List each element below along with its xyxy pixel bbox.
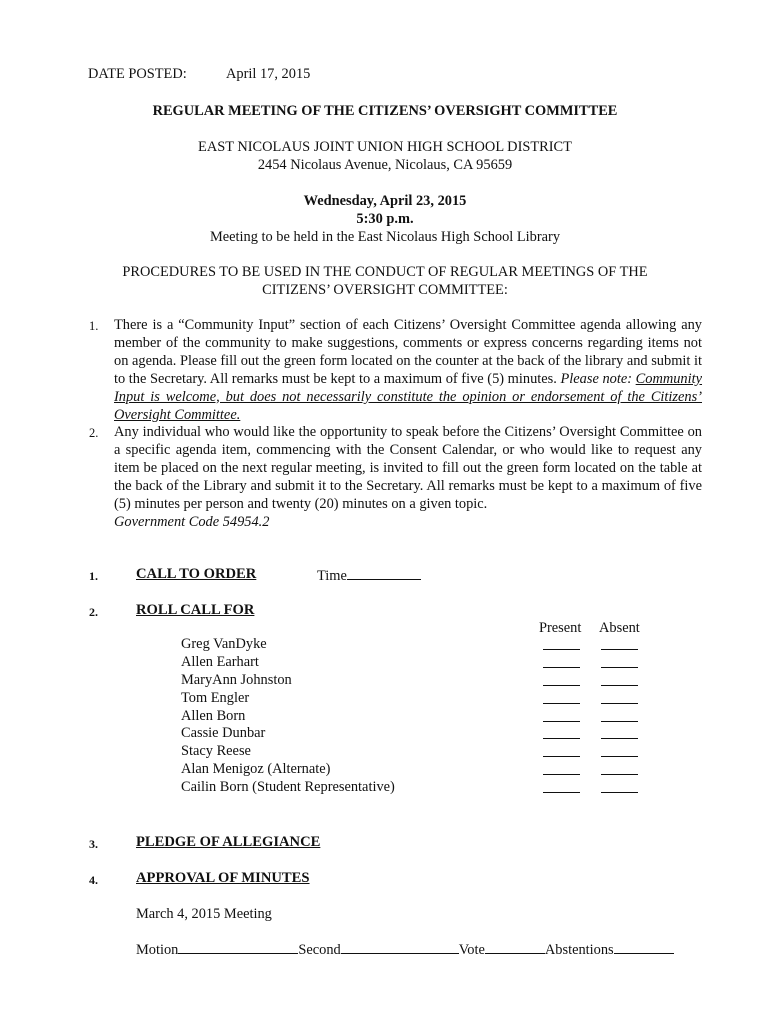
present-blank[interactable]: [543, 743, 580, 757]
absent-blank[interactable]: [601, 708, 638, 722]
present-blank[interactable]: [543, 779, 580, 793]
procedure-number: 1.: [89, 319, 99, 333]
member-name: Allen Earhart: [181, 653, 259, 670]
call-to-order-time: [317, 567, 421, 585]
procedures-heading-line1: PROCEDURES TO BE USED IN THE CONDUCT OF REGULAR MEETINGS OF THE: [122, 264, 648, 280]
district-name: EAST NICOLAUS JOINT UNION HIGH SCHOOL DISTRICT: [198, 139, 572, 155]
member-name: Stacy Reese: [181, 743, 251, 760]
present-blank[interactable]: [543, 672, 580, 686]
procedure-note-label: Please note:: [560, 370, 633, 387]
agenda-item-number: 4.: [89, 873, 98, 887]
absent-blank[interactable]: [601, 672, 638, 686]
approval-heading: APPROVAL OF MINUTES: [136, 870, 310, 886]
procedure-text: There is a “Community Input” section of each Citizens’ Oversight Committee agenda allowing any member of the community to make suggestions, comments or express concerns regarding items not on agenda. Please fill out the green form located on the counter at the back of the library and submit it to the Secretary. All remarks must be kept to a maximum of five (5) minutes.: [114, 317, 702, 387]
vote-record-line: [136, 941, 674, 959]
member-name: Allen Born: [181, 707, 246, 724]
absent-blank[interactable]: [601, 761, 638, 775]
agenda-item-number: 3.: [89, 837, 98, 851]
present-blank[interactable]: [543, 708, 580, 722]
absent-blank[interactable]: [601, 636, 638, 650]
absent-blank[interactable]: [601, 725, 638, 739]
present-blank[interactable]: [543, 761, 580, 775]
agenda-item-number: 1.: [89, 569, 98, 583]
agenda-item-number: 2.: [89, 605, 98, 619]
motion-label: Motion: [136, 942, 179, 958]
col-present-header: Present: [539, 620, 582, 636]
vote-label: Vote: [458, 942, 485, 958]
time-label: Time: [317, 568, 347, 584]
call-to-order-heading: CALL TO ORDER: [136, 566, 257, 582]
motion-blank[interactable]: [178, 941, 298, 954]
meeting-location: Meeting to be held in the East Nicolaus High School Library: [209, 229, 561, 245]
approval-item: March 4, 2015 Meeting: [136, 906, 272, 922]
member-name: Cailin Born (Student Representative): [181, 779, 395, 796]
procedure-item-1: [114, 317, 702, 424]
abstentions-blank[interactable]: [614, 941, 674, 954]
col-absent-header: Absent: [599, 620, 640, 636]
absent-column: [601, 636, 638, 797]
procedure-note-text: Community Input is welcome, but does not necessarily constitute the opinion or endorsement of the Citizens’ Oversight Committee.: [114, 370, 703, 423]
roll-call-member-list: [181, 636, 395, 797]
meeting-date: Wednesday, April 23, 2015: [303, 193, 467, 209]
present-blank[interactable]: [543, 636, 580, 650]
absent-blank[interactable]: [601, 654, 638, 668]
present-blank[interactable]: [543, 654, 580, 668]
second-label: Second: [298, 942, 341, 958]
procedures-heading-line2: CITIZENS’ OVERSIGHT COMMITTEE:: [262, 282, 508, 298]
vote-blank[interactable]: [485, 941, 545, 954]
roll-call-heading: ROLL CALL FOR: [136, 602, 255, 618]
present-blank[interactable]: [543, 690, 580, 704]
date-posted-value: April 17, 2015: [226, 66, 311, 82]
procedure-item-2: [114, 424, 702, 531]
meeting-title: REGULAR MEETING OF THE CITIZENS’ OVERSIGHT COMMITTEE: [152, 103, 618, 119]
date-posted-label: DATE POSTED:: [88, 66, 187, 82]
time-blank[interactable]: [347, 567, 421, 580]
district-address: 2454 Nicolaus Avenue, Nicolaus, CA 95659: [257, 157, 513, 173]
second-blank[interactable]: [341, 941, 459, 954]
procedure-number: 2.: [89, 426, 99, 440]
member-name: Alan Menigoz (Alternate): [181, 761, 331, 778]
procedure-citation: Government Code 54954.2: [114, 513, 270, 530]
absent-blank[interactable]: [601, 779, 638, 793]
present-blank[interactable]: [543, 725, 580, 739]
member-name: Cassie Dunbar: [181, 725, 266, 742]
pledge-heading: PLEDGE OF ALLEGIANCE: [136, 834, 321, 850]
abstentions-label: Abstentions: [544, 942, 614, 958]
present-column: [543, 636, 580, 797]
meeting-time: 5:30 p.m.: [356, 211, 414, 227]
member-name: MaryAnn Johnston: [181, 671, 292, 688]
procedure-text: Any individual who would like the opportunity to speak before the Citizens’ Oversight Committee on a specific agenda item, commencing with the Consent Calendar, or who would like to request any item be placed on the next regular meeting, is invited to fill out the green form located on the table at the back of the Library and submit it to the Secretary. All remarks must be kept to a maximum of five (5) minutes per person and twenty (20) minutes on a given topic.: [114, 424, 702, 512]
absent-blank[interactable]: [601, 743, 638, 757]
member-name: Greg VanDyke: [181, 636, 267, 652]
absent-blank[interactable]: [601, 690, 638, 704]
member-name: Tom Engler: [181, 689, 250, 706]
